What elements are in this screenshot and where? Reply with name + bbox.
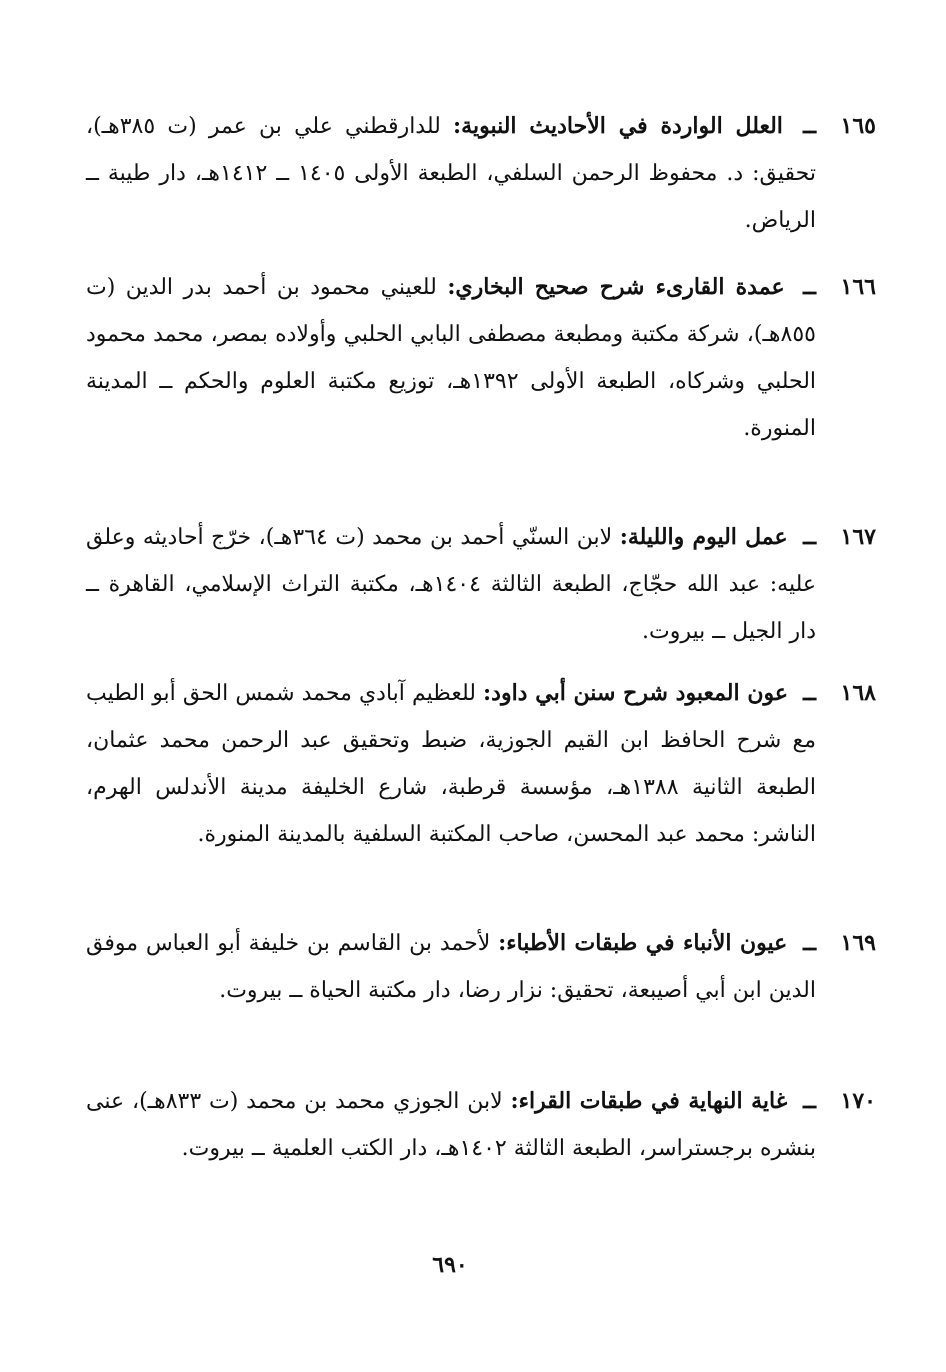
entry-body: لابن الجوزي محمد بن محمد (ت ٨٣٣هـ)، عنى بنشره برجستراسر، الطبعة الثالثة ١٤٠٢هـ، دار الكتب العلمية ــ بيروت. <box>86 1089 816 1161</box>
entry-dash: ــ <box>803 930 817 956</box>
entry-title: غاية النهاية في طبقات القراء: <box>510 1088 788 1114</box>
bibliography-entry-169 <box>86 920 876 1014</box>
entry-title: عيون الأنباء في طبقات الأطباء: <box>498 930 788 956</box>
entry-body: للعظيم آبادي محمد شمس الحق أبو الطيب مع شرح الحافظ ابن القيم الجوزية، ضبط وتحقيق عبد الرحمن محمد عثمان، الطبعة الثانية ١٣٨٨هـ، مؤسسة قرطبة، شارع الخليفة مدينة الأندلس الهرم، الناشر: محمد عبد المحسن، صاحب المكتبة السلفية بالمدينة المنورة. <box>86 681 816 847</box>
entry-number: ١٦٦ <box>840 274 876 300</box>
page-number: ٦٩٠ <box>432 1252 468 1278</box>
entry-title: عون المعبود شرح سنن أبي داود: <box>483 680 789 706</box>
bibliography-entry-170 <box>86 1078 876 1172</box>
entry-number: ١٦٧ <box>840 524 876 550</box>
bibliography-entry-165 <box>86 103 876 244</box>
entry-body: للعيني محمود بن أحمد بدر الدين (ت ٨٥٥هـ)، شركة مكتبة ومطبعة مصطفى البابي الحلبي وأولاده بمصر، محمد محمود الحلبي وشركاه، الطبعة الأولى ١٣٩٢هـ، توزيع مكتبة العلوم والحكم ــ المدينة المنورة. <box>86 275 817 441</box>
entry-number: ١٧٠ <box>840 1088 876 1114</box>
entry-title: عمل اليوم والليلة: <box>619 524 788 550</box>
entry-dash: ــ <box>803 524 817 550</box>
entry-title: عمدة القارىء شرح صحيح البخاري: <box>447 274 785 300</box>
entry-dash: ــ <box>803 1088 816 1114</box>
entry-body: للدارقطني علي بن عمر (ت ٣٨٥هـ)، تحقيق: د. محفوظ الرحمن السلفي، الطبعة الأولى ١٤٠٥ ــ ١٤١٢هـ، دار طيبة ــ الرياض. <box>86 114 816 233</box>
entry-body: لأحمد بن القاسم بن خليفة أبو العباس موفق الدين ابن أبي أصيبعة، تحقيق: نزار رضا، دار مكتبة الحياة ــ بيروت. <box>86 931 816 1003</box>
entry-dash: ــ <box>803 274 816 300</box>
entry-number: ١٦٥ <box>840 113 876 139</box>
bibliography-entry-166 <box>86 264 876 452</box>
entry-body: لابن السنّي أحمد بن محمد (ت ٣٦٤هـ)، خرّج أحاديثه وعلق عليه: عبد الله حجّاج، الطبعة الثالثة ١٤٠٤هـ، مكتبة التراث الإسلامي، القاهرة ــ دار الجيل ــ بيروت. <box>86 525 816 644</box>
entry-number: ١٦٩ <box>840 930 876 956</box>
entry-dash: ــ <box>803 113 817 139</box>
entry-title: العلل الواردة في الأحاديث النبوية: <box>453 113 783 139</box>
entry-number: ١٦٨ <box>840 680 876 706</box>
bibliography-entry-168 <box>86 670 876 858</box>
bibliography-entry-167 <box>86 514 876 655</box>
entry-dash: ــ <box>803 680 816 706</box>
